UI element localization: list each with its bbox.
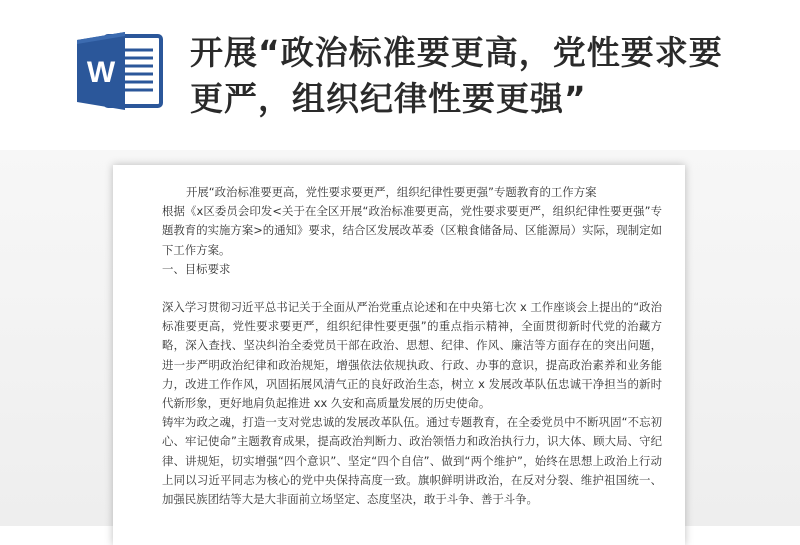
doc-heading: 开展“政治标准要更高，党性要求要更严，组织纪律性要更强”专题教育的工作方案 — [186, 185, 597, 199]
section-heading: 一、目标要求 — [162, 261, 231, 276]
word-icon — [75, 30, 165, 112]
document-body — [162, 183, 662, 509]
doc-paragraph: 铸牢为政之魂，打造一支对党忠诚的发展改革队伍。通过专题教育，在全委党员中不断巩固“不忘初心、牢记使命”主题教育成果，提高政治判断力、政治领悟力和政治执行力，识大体、顾大局、守纪律、讲规矩，切实增强“四个意识”、坚定“四个自信”、做到“两个维护”，始终在思想上政治上行动上同以习近平同志为核心的党中央保持高度一致。旗帜鲜明讲政治，在反对分裂、维护祖国统一、加强民族团结等大是大非面前立场坚定、态度坚决，敢于斗争、善于斗争。 — [162, 415, 662, 507]
word-icon-letter: W — [86, 56, 116, 89]
blank-line — [162, 279, 662, 298]
doc-paragraph: 深入学习贯彻习近平总书记关于全面从严治党重点论述和在中央第七次 x 工作座谈会上提出的“政治标准要更高，党性要求要更严，组织纪律性要更强”的重点指示精神，全面贯彻新时代党的治藏方略，深入查找、坚决纠治全委党员干部在政治、思想、纪律、作风、廉洁等方面存在的突出问题，进一步严明政治纪律和政治规矩，增强依法依规执政、行政、办事的意识，提高政治素养和业务能力，改进工作作风，巩固拓展风清气正的良好政治生态，树立 x 发展改革队伍忠诚干净担当的新时代新形象，更好地肩负起推进 xx 久安和高质量发展的历史使命。 — [162, 300, 662, 411]
doc-paragraph: 根据《x区委员会印发<关于在全区开展“政治标准要更高，党性要求要更严，组织纪律性要更强”专题教育的实施方案>的通知》要求，结合区发展改革委（区粮食储备局、区能源局）实际，现制定如下工作方案。 — [162, 204, 662, 257]
header-banner — [0, 0, 800, 150]
page-title: 开展“政治标准要更高，党性要求要更严，组织纪律性要更强” — [190, 33, 723, 118]
